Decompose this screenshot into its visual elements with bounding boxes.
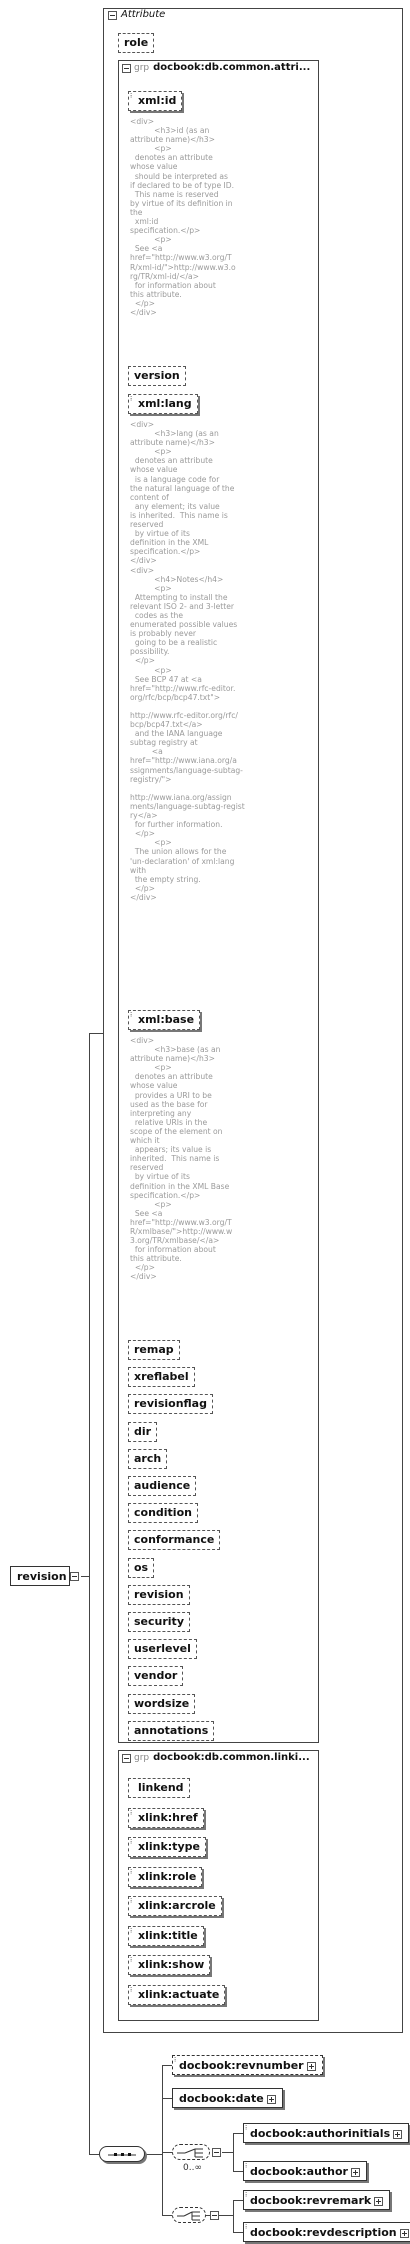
revremark-label: docbook:revremark [250,2194,372,2207]
attr-arch[interactable]: arch [128,1449,167,1469]
choice-compositor-icon[interactable] [172,2207,206,2223]
common-attrs-grp-keyword: grp [134,63,150,73]
connector-revdescription [233,2232,243,2233]
expand-icon[interactable] [374,2197,383,2206]
revision-element[interactable] [10,1566,70,1586]
revdescription-label: docbook:revdescription [250,2226,397,2239]
attributes-title: Attribute [121,9,166,20]
attr-version[interactable]: version [128,366,186,386]
connector-revremark [233,2200,243,2201]
sequence-compositor-icon[interactable] [99,2146,145,2162]
common-attrs-collapse-icon[interactable] [122,64,131,73]
namespace-icon: ⁝ [130,1867,133,1876]
connector-choice1-v [233,2133,234,2171]
namespace-icon: ⁝ [245,2162,248,2170]
date-label: docbook:date [179,2092,264,2105]
attr-remap[interactable]: remap [128,1340,180,1360]
attr-xlink-actuate[interactable] [128,1985,225,2005]
connector-seq [89,2154,99,2155]
namespace-icon: ⁝ [130,395,133,403]
namespace-icon: ⁝ [130,1956,133,1964]
authorinitials-label: docbook:authorinitials [250,2127,391,2140]
attr-xml-lang[interactable] [128,394,198,414]
connector-choice2-v [233,2200,234,2232]
connector-date [162,2098,172,2099]
linking-attrs-header [134,1752,316,1763]
attr-security[interactable]: security [128,1612,190,1632]
attr-audience[interactable]: audience [128,1476,196,1496]
attr-revisionflag[interactable]: revisionflag [128,1394,213,1414]
xml-id-doc: <div> <h3>id (as an attribute name)</h3> <p> denotes an attribute whose value should be interpreted as if declared to be of type ID. This name is reserved by virtue of its definition in the xml:id specification.</p> <p> See <a href="http://www.w3.org/T R/xml-id/">http://www.w3.o rg/TR/xml-id/</a> for information about this attribute. </p> </div> [130,117,236,317]
revdescription-element[interactable] [243,2222,410,2242]
connector-author [233,2171,243,2172]
expand-icon[interactable] [351,2168,360,2177]
namespace-icon: ⁝ [130,1838,133,1846]
common-attrs-group-name: docbook:db.common.attri... [153,62,311,73]
xml-base-doc: <div> <h3>base (as an attribute name)</h3> <p> denotes an attribute whose value provides a URI to be used as the base for interpreting any relative URIs in the scope of the element on which it appears; its value is inherited. This name is reserved by virtue of its definition in the XML Base specification.</p> <p> See <a href="http://www.w3.org/T R/xmlbase/">http://www.w 3.org/TR/xmlbase/</a> for information about this attribute. </p> </div> [130,1036,233,1282]
linking-attr-label: xlink:type [138,1840,200,1853]
choice-switch [173,2209,205,2223]
choice-collapse-icon[interactable] [212,2148,221,2157]
linking-attrs-group-name: docbook:db.common.linki... [153,1752,310,1763]
namespace-icon: ⁝ [245,2124,248,2132]
namespace-icon: ⁝ [130,1808,133,1817]
choice-switch [173,2146,209,2160]
connector-choice1 [162,2152,172,2153]
linking-attrs-grp-keyword: grp [134,1753,150,1763]
namespace-icon: ⁝ [245,2191,248,2199]
connector-seq-v [162,2065,163,2215]
linking-attr-label: xlink:arcrole [138,1899,216,1912]
xml-lang-doc: <div> <h3>lang (as an attribute name)</h3> <p> denotes an attribute whose value is a language code for the natural language of the content of any element; its value is inherited. This name is reserved by virtue of its definition in the XML specification.</p> </div> <div> <h4>Notes</h4> <p> Attempting to install the relevant ISO 2- and 3-letter codes as the enumerated possible values is probably never going to be a realistic possibility. </p> <p> See BCP 47 at <a href="http://www.rfc-editor. org/rfc/bcp/bcp47.txt"> http://www.rfc-editor.org/rfc/ bcp/bcp47.txt</a> and the IANA language subtag registry at <a href="http://www.iana.org/a ssignments/language-subtag- registry/"> http://www.iana.org/assign ments/language-subtag-regist ry</a> for further information. </p> <p> The union allows for the 'un-declaration' of xml:lang with the empty string. </p> </div> [130,420,245,902]
linking-attr-label: xlink:role [138,1869,197,1883]
namespace-icon: ⁝ [174,2056,177,2064]
linking-attr-label: xlink:title [138,1928,198,1942]
namespace-icon: ⁝ [130,1985,133,1994]
choice-collapse-icon[interactable] [210,2211,219,2220]
connector-choice2 [162,2215,172,2216]
linking-attr-label: linkend [138,1781,184,1794]
attr-wordsize[interactable]: wordsize [128,1694,195,1714]
choice-occurrence: 0..∞ [183,2163,202,2173]
attr-linkend[interactable] [128,1778,190,1798]
attr-xml-lang-label: xml:lang [138,397,192,410]
namespace-icon: ⁝ [130,1897,133,1905]
attr-condition[interactable]: condition [128,1503,198,1523]
attr-xml-id[interactable] [128,91,182,111]
linking-attr-label: xlink:show [138,1958,205,1971]
attr-xreflabel[interactable]: xreflabel [128,1367,195,1387]
attr-userlevel[interactable]: userlevel [128,1639,197,1659]
attr-xlink-title[interactable] [128,1926,204,1946]
connector-root-h [81,1576,89,1577]
connector-authorinitials [233,2133,243,2134]
choice-compositor-icon[interactable] [172,2144,210,2160]
namespace-icon: ⁝ [130,92,133,100]
attr-xml-base-label: xml:base [138,1013,195,1026]
attr-xlink-arcrole[interactable] [128,1896,222,1916]
revnumber-element[interactable] [172,2055,323,2075]
attr-xlink-href[interactable] [128,1808,204,1828]
namespace-icon: ⁝ [130,1011,133,1019]
attr-role[interactable]: role [118,33,154,53]
revremark-element[interactable] [243,2190,390,2210]
linking-attr-label: xlink:actuate [138,1987,220,2001]
attr-dir[interactable]: dir [128,1422,157,1442]
expand-icon[interactable] [307,2062,316,2071]
attr-xlink-type[interactable] [128,1837,206,1857]
authorinitials-element[interactable] [243,2123,409,2143]
namespace-icon: ⁝ [130,1926,133,1935]
attr-xml-base[interactable] [128,1010,200,1030]
revision-collapse-icon[interactable] [70,1572,79,1581]
connector-revnumber [162,2065,172,2066]
sequence-dots [100,2148,144,2162]
author-label: docbook:author [250,2165,348,2178]
attr-xlink-role[interactable] [128,1867,202,1887]
connector-seq-out [145,2154,162,2155]
attr-annotations[interactable]: annotations [128,1721,214,1741]
revnumber-label: docbook:revnumber [179,2059,304,2072]
attributes-collapse-icon[interactable] [108,11,117,20]
linking-attrs-collapse-icon[interactable] [122,1754,131,1763]
attr-xlink-show[interactable] [128,1955,210,1975]
author-element[interactable] [243,2161,367,2181]
linking-attr-label: xlink:href [138,1810,198,1824]
revision-element-label: revision [17,1570,67,1583]
date-element[interactable] [172,2088,283,2108]
expand-icon[interactable] [267,2095,276,2104]
connector-choice1-out [222,2152,233,2153]
attr-conformance[interactable]: conformance [128,1530,220,1550]
connector-attr [89,1033,103,1034]
attr-xml-id-label: xml:id [138,94,177,107]
connector-root-v [89,1033,90,2154]
attr-os[interactable]: os [128,1558,154,1578]
attr-revision[interactable]: revision [128,1585,190,1605]
namespace-icon: ⁝ [245,2223,248,2231]
attr-vendor[interactable]: vendor [128,1666,183,1686]
common-attrs-header [134,62,316,73]
expand-icon[interactable] [400,2229,409,2238]
expand-icon[interactable] [393,2130,402,2139]
